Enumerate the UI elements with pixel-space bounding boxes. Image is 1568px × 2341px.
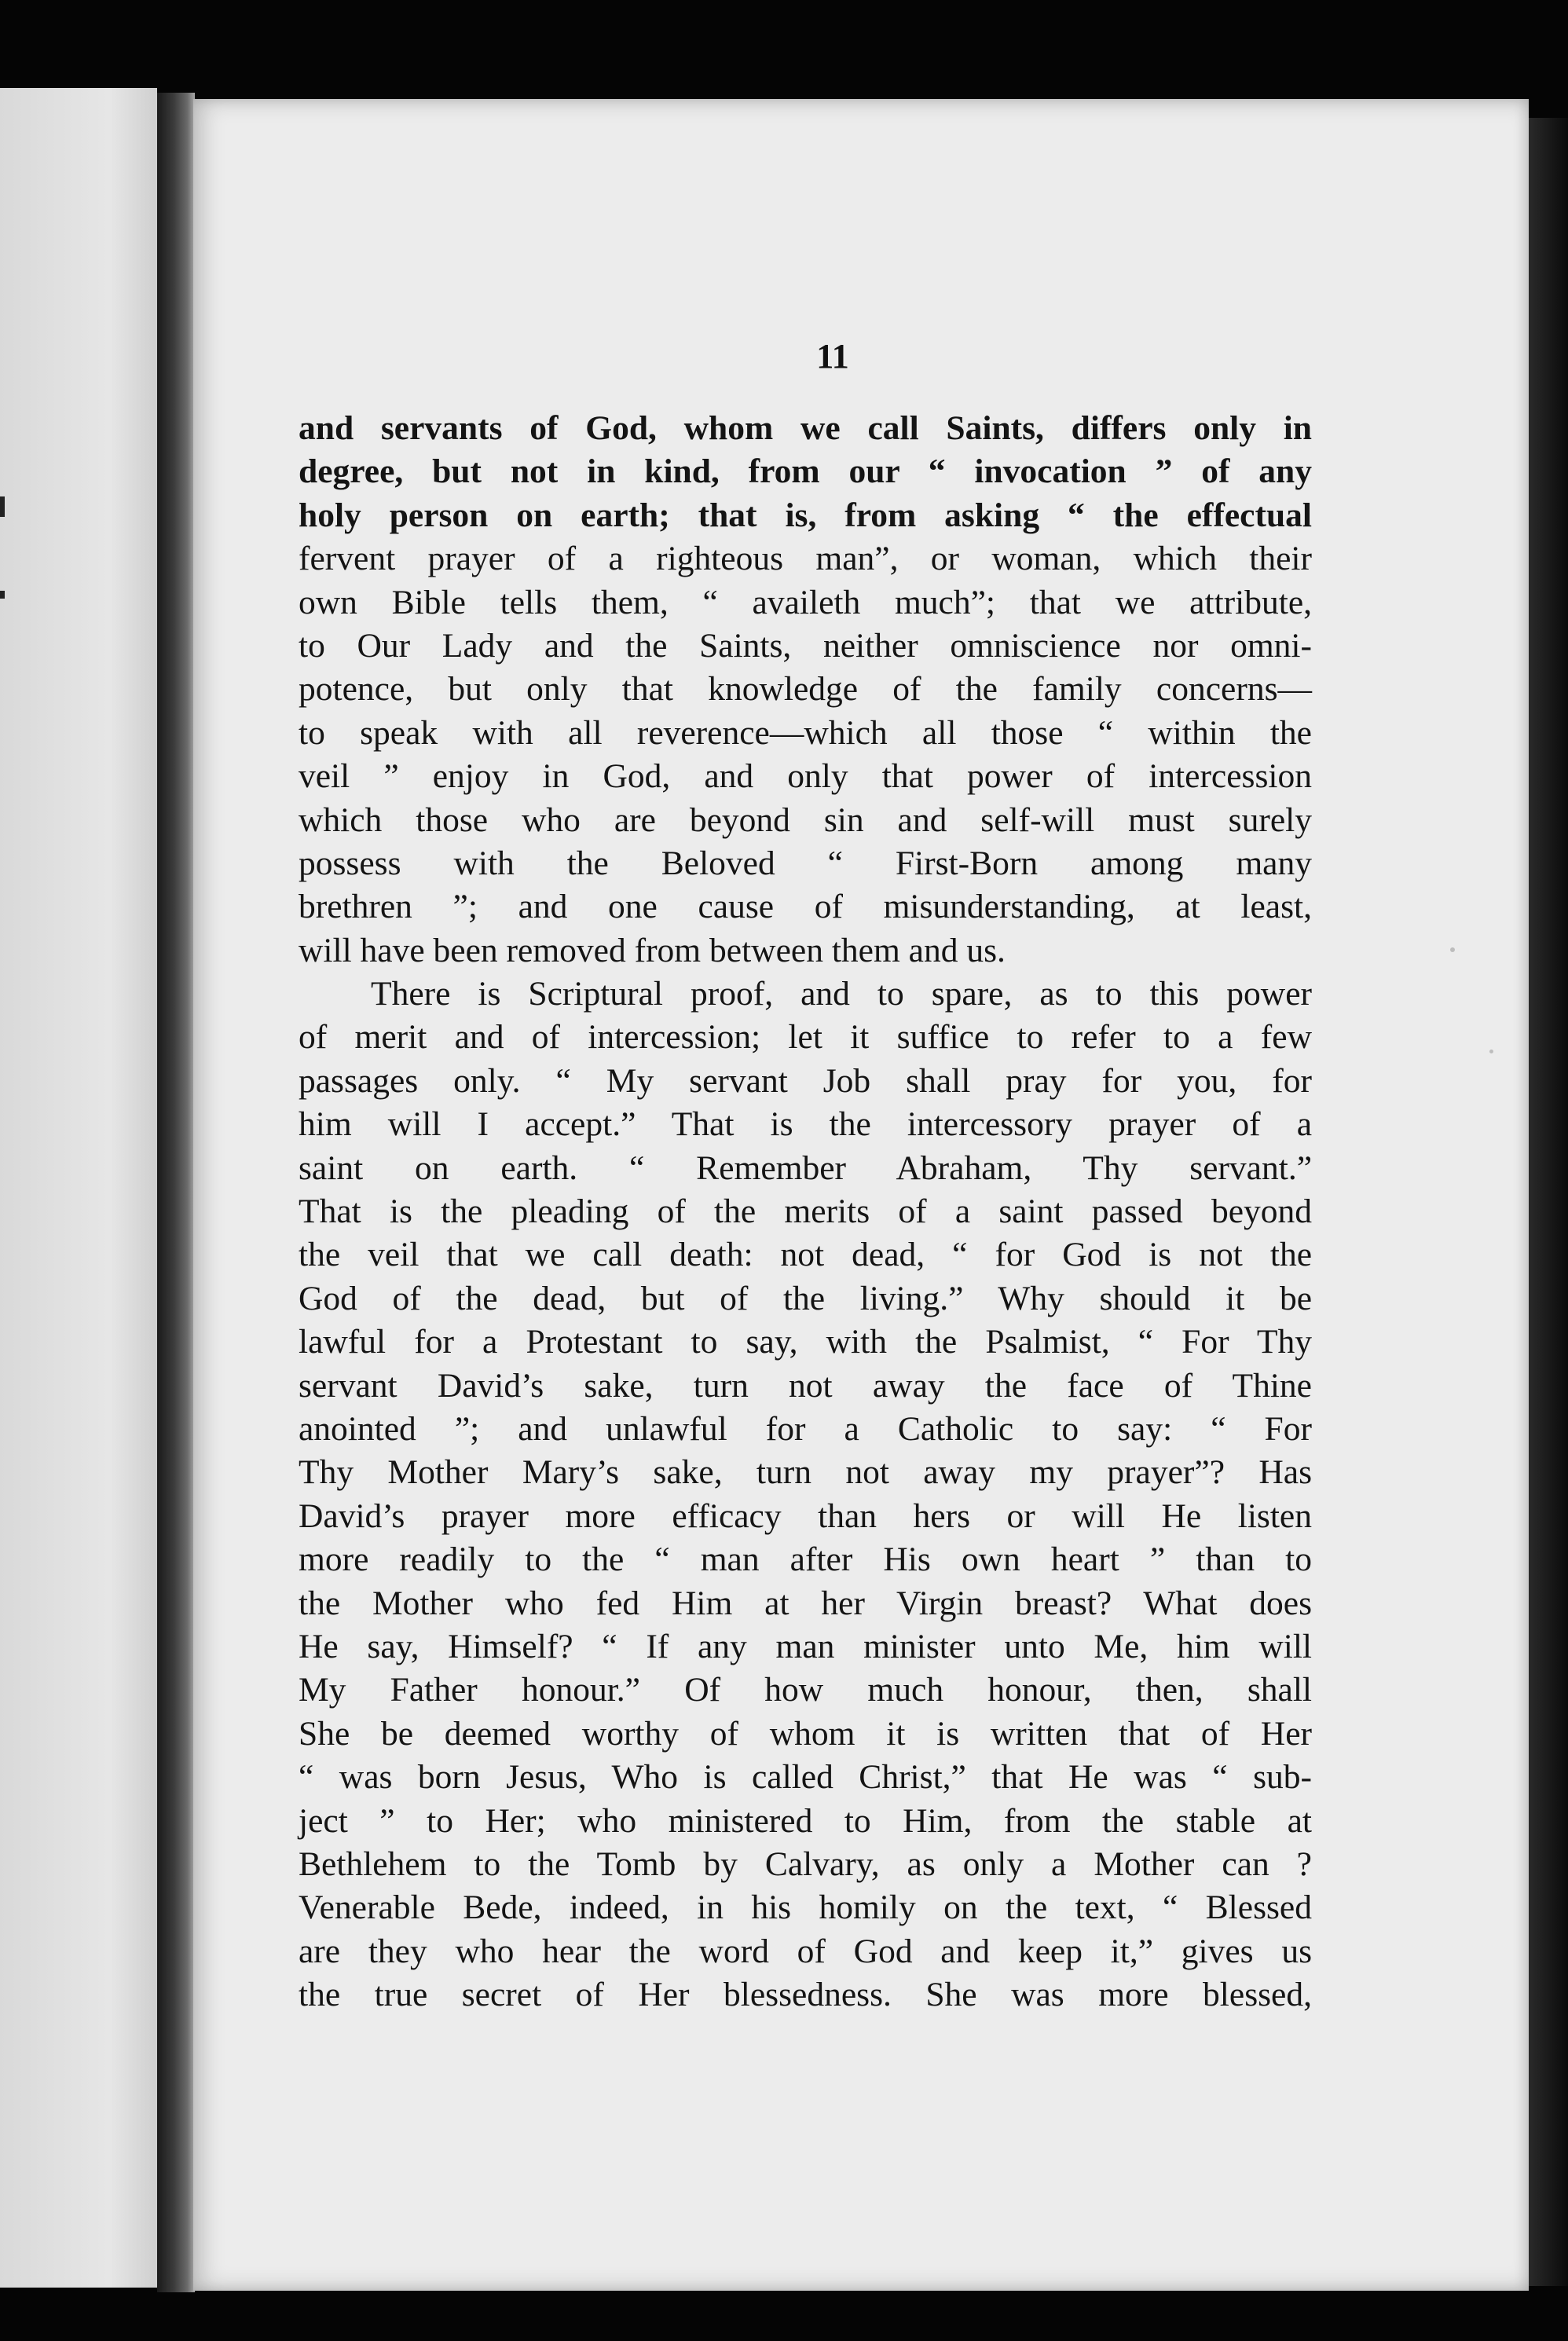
text-line: veil ” enjoy in God, and only that power of intercession xyxy=(299,757,1312,796)
text-line: He say, Himself? “ If any man minister unto Me, him will xyxy=(299,1627,1312,1665)
text-line: My Father honour.” Of how much honour, then, shall xyxy=(299,1671,1312,1709)
text-line: She be deemed worthy of whom it is written that of Her xyxy=(299,1714,1312,1753)
text-line: passages only. “ My servant Job shall pray for you, for xyxy=(299,1061,1312,1100)
previous-page-text-fragment xyxy=(0,496,5,517)
paragraph-2 xyxy=(299,973,1312,2017)
text-line: potence, but only that knowledge of the family concerns— xyxy=(299,670,1312,709)
text-line: That is the pleading of the merits of a saint passed beyond xyxy=(299,1192,1312,1231)
text-line: to Our Lady and the Saints, neither omniscience nor omni- xyxy=(299,626,1312,665)
text-line: will have been removed from between them and us. xyxy=(299,931,1006,969)
page-number: 11 xyxy=(816,337,849,376)
previous-page-text-fragment xyxy=(0,591,5,599)
text-line: David’s prayer more efficacy than hers or will He listen xyxy=(299,1497,1312,1535)
book-gutter xyxy=(157,93,195,2292)
text-line: God of the dead, but of the living.” Why should it be xyxy=(299,1279,1312,1317)
text-line: and servants of God, whom we call Saints, differs only in xyxy=(299,409,1312,447)
text-line: saint on earth. “ Remember Abraham, Thy servant.” xyxy=(299,1149,1312,1187)
text-line: Venerable Bede, indeed, in his homily on the text, “ Blessed xyxy=(299,1889,1312,1927)
text-line: own Bible tells them, “ availeth much”; that we attribute, xyxy=(299,583,1312,621)
text-line: “ was born Jesus, Who is called Christ,” that He was “ sub- xyxy=(299,1758,1312,1797)
text-line: which those who are beyond sin and self-will must surely xyxy=(299,800,1312,839)
text-line: servant David’s sake, turn not away the face of Thine xyxy=(299,1366,1312,1405)
text-line: to speak with all reverence—which all those “ within the xyxy=(299,713,1312,752)
text-line: more readily to the “ man after His own heart ” than to xyxy=(299,1541,1312,1579)
text-line: Thy Mother Mary’s sake, turn not away my prayer”? Has xyxy=(299,1453,1312,1492)
text-line: brethren ”; and one cause of misunderstanding, at least, xyxy=(299,888,1312,926)
text-line: degree, but not in kind, from our “ invocation ” of any xyxy=(299,452,1312,491)
text-line: the Mother who fed Him at her Virgin breast? What does xyxy=(299,1584,1312,1622)
bold-opening-lines xyxy=(299,407,1312,537)
page-right-shadow xyxy=(1529,118,1568,2286)
paragraph-1 xyxy=(299,537,1312,973)
text-line: of merit and of intercession; let it suffice to refer to a few xyxy=(299,1018,1312,1057)
previous-page-edge xyxy=(0,88,157,2288)
text-line: are they who hear the word of God and keep it,” gives us xyxy=(299,1932,1312,1970)
page-body-text xyxy=(299,407,1312,2017)
text-line: There is Scriptural proof, and to spare, as to this power xyxy=(371,975,1312,1013)
text-line: possess with the Beloved “ First-Born among many xyxy=(299,844,1312,882)
text-line: anointed ”; and unlawful for a Catholic to say: “ For xyxy=(299,1409,1312,1448)
text-line: the true secret of Her blessedness. She was more blessed, xyxy=(299,1976,1312,2014)
text-line: Bethlehem to the Tomb by Calvary, as only a Mother can ? xyxy=(299,1845,1312,1883)
text-line: the veil that we call death: not dead, “ for God is not the xyxy=(299,1236,1312,1274)
text-line: lawful for a Protestant to say, with the Psalmist, “ For Thy xyxy=(299,1323,1312,1361)
scan-speck xyxy=(1450,947,1455,952)
text-line: ject ” to Her; who ministered to Him, from the stable at xyxy=(299,1801,1312,1840)
text-line: fervent prayer of a righteous man”, or woman, which their xyxy=(299,540,1312,578)
text-line: holy person on earth; that is, from asking “ the effectual xyxy=(299,496,1312,534)
scan-speck xyxy=(1489,1050,1493,1053)
text-line: him will I accept.” That is the intercessory prayer of a xyxy=(299,1105,1312,1144)
